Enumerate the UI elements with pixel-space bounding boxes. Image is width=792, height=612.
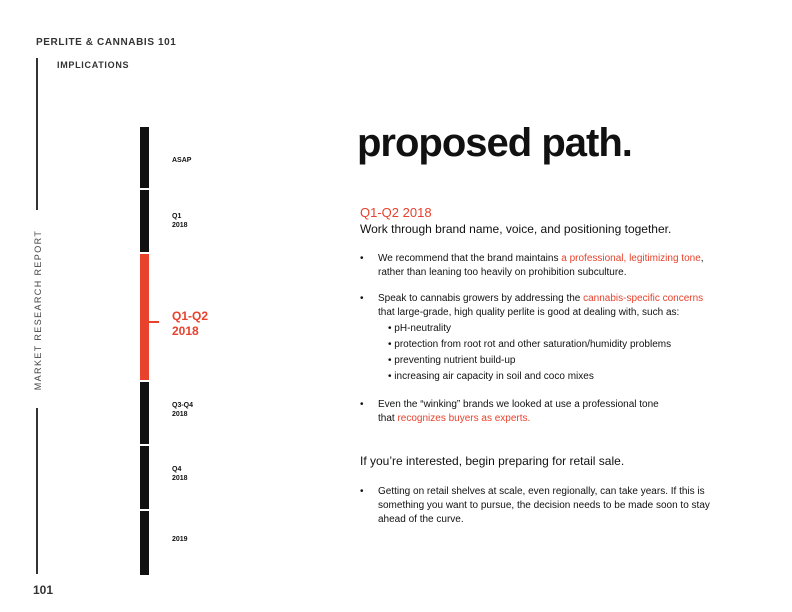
- header-subtitle: IMPLICATIONS: [57, 60, 130, 70]
- timeline-segment-q3-q4: [140, 382, 149, 444]
- header-title: PERLITE & CANNABIS 101: [36, 37, 177, 48]
- section-label: Q1-Q2 2018: [360, 205, 432, 220]
- bullet-text: Getting on retail shelves at scale, even regionally, can take years. If this is something you want to pursue, the decision needs to be made soon to stay ahead of the curve.: [378, 486, 710, 525]
- timeline-segment-q1: [140, 190, 149, 252]
- report-label: MARKET RESEARCH REPORT: [33, 229, 43, 391]
- page-title: proposed path.: [357, 121, 632, 165]
- timeline-label-2019: 2019: [172, 536, 188, 543]
- bullet-dot: •: [360, 399, 364, 410]
- sub-bullet-item: • increasing air capacity in soil and coco mixes: [388, 371, 594, 382]
- highlight-text: recognizes buyers as experts.: [397, 413, 531, 424]
- sub-bullet-item: • preventing nutrient build-up: [388, 355, 516, 366]
- bullet-dot: •: [360, 293, 364, 304]
- timeline-label-asap: ASAP: [172, 157, 192, 164]
- highlight-text: cannabis-specific concerns: [583, 293, 704, 304]
- timeline-segment-q1-q2: [140, 254, 149, 380]
- timeline-segment-asap: [140, 127, 149, 188]
- bullet-dot: •: [360, 486, 364, 497]
- sidebar-divider-bottom: [36, 408, 38, 574]
- bullet-text: We recommend that the brand maintains a professional, legitimizing tone, rather than leaning too heavily on prohibition subculture.: [378, 253, 704, 278]
- timeline-label-q1-q2: Q1-Q2 2018: [172, 309, 209, 338]
- timeline-current-marker: [149, 321, 159, 323]
- sub-bullet-item: • pH-neutrality: [388, 323, 451, 334]
- section-intro: Work through brand name, voice, and positioning together.: [360, 222, 672, 236]
- timeline-segment-2019: [140, 511, 149, 575]
- sub-bullet-item: • protection from root rot and other saturation/humidity problems: [388, 339, 672, 350]
- highlight-text: a professional, legitimizing tone: [561, 253, 701, 264]
- timeline-label-q4: Q4 2018: [172, 466, 188, 482]
- timeline-label-q1: Q1 2018: [172, 213, 188, 229]
- bullet-text: Speak to cannabis growers by addressing the cannabis-specific concerns that large-grade, high quality perlite is good at dealing with, such as:: [378, 293, 704, 318]
- page-number: 101: [33, 583, 54, 597]
- timeline-segment-q4: [140, 446, 149, 509]
- second-heading: If you’re interested, begin preparing for retail sale.: [360, 454, 625, 468]
- bullet-dot: •: [360, 253, 364, 264]
- bullet-text: Even the “winking” brands we looked at use a professional tone that recognizes buyers as experts.: [378, 399, 659, 424]
- sidebar-divider-top: [36, 58, 38, 210]
- timeline-label-q3-q4: Q3-Q4 2018: [172, 402, 194, 418]
